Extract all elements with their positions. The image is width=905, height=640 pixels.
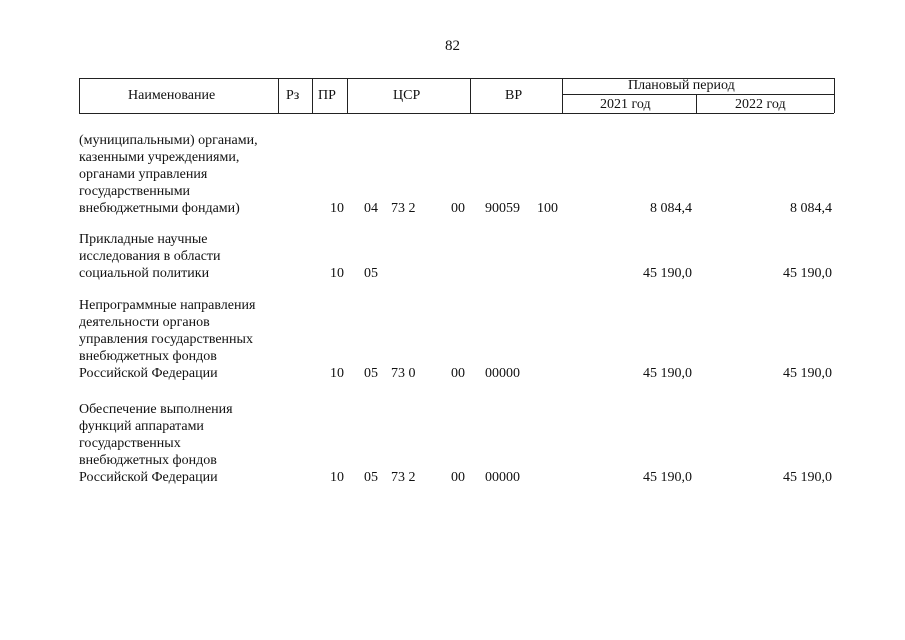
row-name-line: внебюджетных фондов [79, 349, 217, 364]
row-amount-2022: 45 190,0 [783, 366, 832, 381]
header-rz: Рз [286, 88, 300, 103]
row-pr: 05 [364, 366, 378, 381]
header-col-border [470, 78, 471, 113]
row-csr-sub: 00 [451, 201, 465, 216]
header-csr: ЦСР [393, 88, 421, 103]
row-name-line: Обеспечение выполнения [79, 402, 233, 417]
planned-period-divider [562, 94, 834, 95]
row-name [79, 231, 289, 282]
header-col-border [79, 78, 80, 113]
row-csr-direction: 00000 [485, 470, 520, 485]
row-name-line: государственных [79, 436, 181, 451]
header-col-border [834, 78, 835, 113]
row-amount-2021: 45 190,0 [643, 470, 692, 485]
row-rz: 10 [330, 366, 344, 381]
row-name-line: внебюджетными фондами) [79, 201, 240, 216]
row-name-line: внебюджетных фондов [79, 453, 217, 468]
header-year-2021: 2021 год [600, 97, 651, 112]
header-col-border [562, 78, 563, 113]
row-rz: 10 [330, 266, 344, 281]
row-name-line: Прикладные научные [79, 232, 208, 247]
row-name-line: Российской Федерации [79, 366, 218, 381]
header-col-border [347, 78, 348, 113]
row-amount-2022: 45 190,0 [783, 470, 832, 485]
row-name-line: государственными [79, 184, 191, 199]
row-csr-sub: 00 [451, 470, 465, 485]
row-pr: 04 [364, 201, 378, 216]
row-name-line: (муниципальными) органами, [79, 133, 258, 148]
row-csr-direction: 00000 [485, 366, 520, 381]
row-amount-2022: 8 084,4 [790, 201, 832, 216]
row-name [79, 401, 289, 486]
row-rz: 10 [330, 201, 344, 216]
header-planned-period: Плановый период [628, 78, 735, 93]
row-pr: 05 [364, 470, 378, 485]
row-name-line: органами управления [79, 167, 208, 182]
row-name-line: исследования в области [79, 249, 221, 264]
row-csr-program: 73 0 [391, 366, 416, 381]
row-csr-program: 73 2 [391, 201, 416, 216]
header-col-border [312, 78, 313, 113]
header-pr: ПР [318, 88, 336, 103]
row-name-line: функций аппаратами [79, 419, 204, 434]
header-name: Наименование [128, 88, 216, 103]
row-amount-2021: 45 190,0 [643, 366, 692, 381]
header-bottom-border [79, 113, 834, 114]
row-amount-2021: 8 084,4 [650, 201, 692, 216]
row-amount-2021: 45 190,0 [643, 266, 692, 281]
row-pr: 05 [364, 266, 378, 281]
row-amount-2022: 45 190,0 [783, 266, 832, 281]
row-name-line: Российской Федерации [79, 470, 218, 485]
row-name-line: управления государственных [79, 332, 253, 347]
row-csr-program: 73 2 [391, 470, 416, 485]
row-name-line: деятельности органов [79, 315, 210, 330]
row-rz: 10 [330, 470, 344, 485]
row-name [79, 132, 289, 217]
header-col-border [278, 78, 279, 113]
row-name-line: казенными учреждениями, [79, 150, 240, 165]
row-csr-direction: 90059 [485, 201, 520, 216]
header-year-2022: 2022 год [735, 97, 786, 112]
header-vr: ВР [505, 88, 523, 103]
row-csr-sub: 00 [451, 366, 465, 381]
header-col-border [696, 94, 697, 113]
row-vr: 100 [537, 201, 558, 216]
row-name-line: Непрограммные направления [79, 298, 256, 313]
row-name-line: социальной политики [79, 266, 210, 281]
row-name [79, 297, 289, 382]
page-number: 82 [445, 38, 460, 54]
